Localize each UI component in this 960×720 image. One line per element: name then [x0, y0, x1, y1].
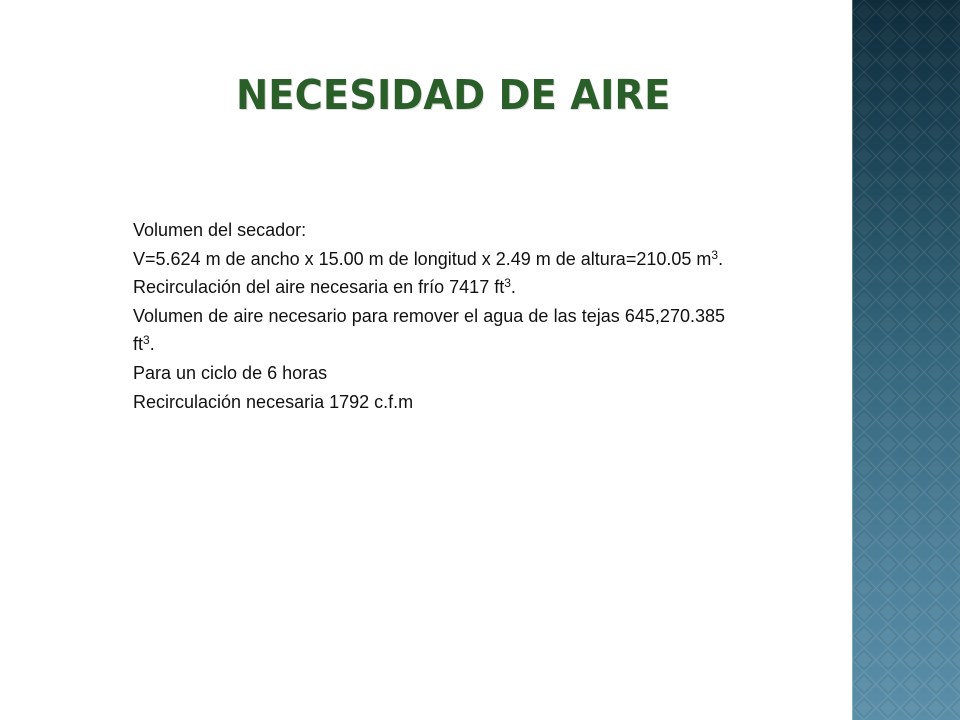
body-line — [133, 273, 725, 302]
body-line — [133, 359, 725, 388]
slide-title: NECESIDAD DE AIRE — [236, 71, 671, 119]
body-line-text: Recirculación del aire necesaria en frío 7417 ft — [133, 277, 505, 298]
body-line-suffix: . — [718, 248, 724, 269]
body-line-text: Recirculación necesaria 1792 c.f.m — [133, 391, 414, 412]
body-line-text: Volumen del secador: — [133, 220, 307, 240]
decorative-side-panel — [852, 0, 960, 720]
body-line — [133, 216, 725, 245]
slide-body — [133, 216, 725, 416]
superscript-exponent: 3 — [711, 247, 719, 262]
body-line — [133, 302, 725, 359]
body-line-text: V=5.624 m de ancho x 15.00 m de longitud x 2.49 m de altura=210.05 m — [133, 248, 712, 269]
body-line-suffix: . — [510, 277, 516, 298]
body-line-text: Volumen de aire necesario para remover el agua de las tejas 645,270.385 ft — [133, 305, 725, 355]
diamond-pattern — [852, 0, 960, 720]
body-line — [133, 245, 725, 274]
body-line-suffix: . — [149, 334, 155, 355]
body-line — [133, 388, 725, 417]
body-line-text: Para un ciclo de 6 horas — [133, 362, 328, 383]
superscript-exponent: 3 — [143, 333, 150, 348]
superscript-exponent: 3 — [504, 276, 511, 291]
